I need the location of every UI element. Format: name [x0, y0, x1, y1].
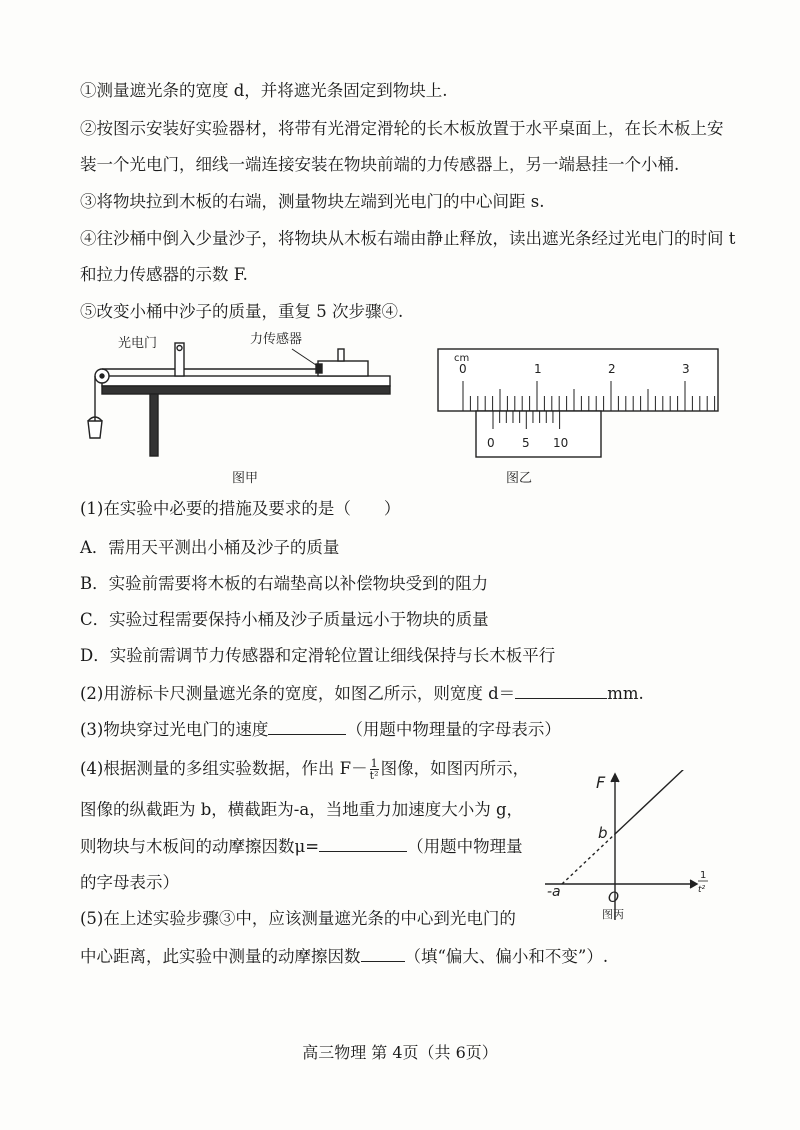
- q5-line-2: [80, 945, 608, 968]
- main-tick-label: 1: [534, 362, 542, 376]
- caption-bing: 图丙: [602, 908, 624, 921]
- vernier-tick-label: 10: [553, 436, 569, 450]
- label-photogate: 光电门: [118, 336, 158, 351]
- x-axis-label-num: 1: [700, 870, 707, 881]
- caption-yi: 图乙: [506, 471, 533, 486]
- intercept-b-label: b: [598, 824, 608, 842]
- step-2-line-2: 装一个光电门，细线一端连接安装在物块前端的力传感器上，另一端悬挂一个小桶.: [80, 155, 680, 174]
- q4-answer-blank[interactable]: [319, 835, 407, 852]
- vernier-tick-label: 0: [487, 436, 495, 450]
- main-scale: [438, 349, 718, 411]
- q4-text-d: （用题中物理量: [407, 837, 523, 856]
- q5-line-1: (5)在上述实验步骤③中，应该测量遮光条的中心到光电门的: [80, 909, 516, 928]
- q1-option-a: A．需用天平测出小桶及沙子的质量: [80, 538, 340, 557]
- main-scale-unit: cm: [454, 353, 470, 364]
- data-line: [615, 770, 685, 834]
- long-board: [102, 376, 390, 386]
- q5-text-b: （填“偏大、偏小和不变”）.: [404, 947, 609, 966]
- x-axis-label-den: t²: [698, 885, 706, 895]
- q4-line-2: 图像的纵截距为 b，横截距为-a，当地重力加速度大小为 g，: [80, 800, 524, 819]
- vernier-tick-label: 5: [522, 436, 530, 450]
- y-axis-arrow-icon: [611, 774, 619, 782]
- origin-label: O: [608, 890, 620, 906]
- q1-option-b: B．实验前需要将木板的右端垫高以补偿物块受到的阻力: [80, 574, 489, 593]
- figure-yi: [430, 345, 730, 495]
- frac-num: 1: [370, 757, 378, 770]
- table-leg: [150, 394, 158, 456]
- main-tick-label: 2: [608, 362, 616, 376]
- q5-answer-blank[interactable]: [361, 945, 405, 962]
- q4-line-3: [80, 835, 523, 858]
- step-4-line-1: ④往沙桶中倒入少量沙子，将物块从木板右端由静止释放，读出遮光条经过光电门的时间 t: [80, 229, 736, 248]
- q2-answer-blank[interactable]: [515, 682, 607, 699]
- q4-text-b: 图像，如图丙所示，: [380, 759, 530, 778]
- q3-answer-blank[interactable]: [268, 718, 346, 735]
- figure-bing: [540, 770, 730, 930]
- frac-den: t²: [369, 769, 379, 782]
- q4-line-4: 的字母表示）: [80, 873, 179, 892]
- y-axis-label: F: [596, 773, 606, 792]
- step-3: ③将物块拉到木板的右端，测量物块左端到光电门的中心间距 s.: [80, 192, 545, 211]
- step-5: ⑤改变小桶中沙子的质量，重复 5 次步骤④.: [80, 302, 404, 321]
- q1-option-d: D．实验前需调节力传感器和定滑轮位置让细线保持与长木板平行: [80, 646, 556, 665]
- q5-text-a: 中心距离，此实验中测量的动摩擦因数: [80, 947, 361, 966]
- q4-text-c: 则物块与木板间的动摩擦因数μ=: [80, 837, 320, 856]
- step-1: ①测量遮光条的宽度 d，并将遮光条固定到物块上.: [80, 81, 448, 100]
- q1-stem: (1)在实验中必要的措施及要求的是（ ）: [80, 499, 401, 518]
- label-force-sensor: 力传感器: [250, 332, 303, 347]
- caption-jia: 图甲: [232, 471, 259, 486]
- force-sensor-icon: [316, 364, 322, 373]
- q3-text: (3)物块穿过光电门的速度: [80, 720, 269, 739]
- q2-text: (2)用游标卡尺测量遮光条的宽度，如图乙所示，则宽度 d＝: [80, 684, 516, 703]
- vernier-scale: [476, 411, 601, 457]
- q3-hint: （用题中物理量的字母表示）: [346, 720, 561, 739]
- step-4-line-2: 和拉力传感器的示数 F.: [80, 265, 248, 284]
- bucket-icon: [88, 421, 102, 438]
- q1-option-c: C．实验过程需要保持小桶及沙子质量远小于物块的质量: [80, 610, 489, 629]
- q3-line: [80, 718, 561, 741]
- main-tick-label: 3: [682, 362, 690, 376]
- q2-unit: mm.: [607, 684, 644, 703]
- main-tick-label: 0: [459, 362, 467, 376]
- figure-jia: [80, 325, 400, 495]
- step-2-line-1: ②按图示安装好实验器材，将带有光滑定滑轮的长木板放置于水平桌面上，在长木板上安: [80, 119, 724, 138]
- q4-line-1: [80, 758, 529, 781]
- q2-line: [80, 682, 644, 705]
- table-top: [102, 386, 390, 394]
- q4-text-a: (4)根据测量的多组实验数据，作出 F－: [80, 759, 368, 778]
- x-axis-arrow-icon: [690, 880, 697, 888]
- block: [318, 361, 368, 376]
- q4-fraction: [370, 758, 379, 781]
- intercept-a-label: -a: [547, 884, 561, 900]
- page-footer: 高三物理 第 4页（共 6页）: [302, 1043, 498, 1062]
